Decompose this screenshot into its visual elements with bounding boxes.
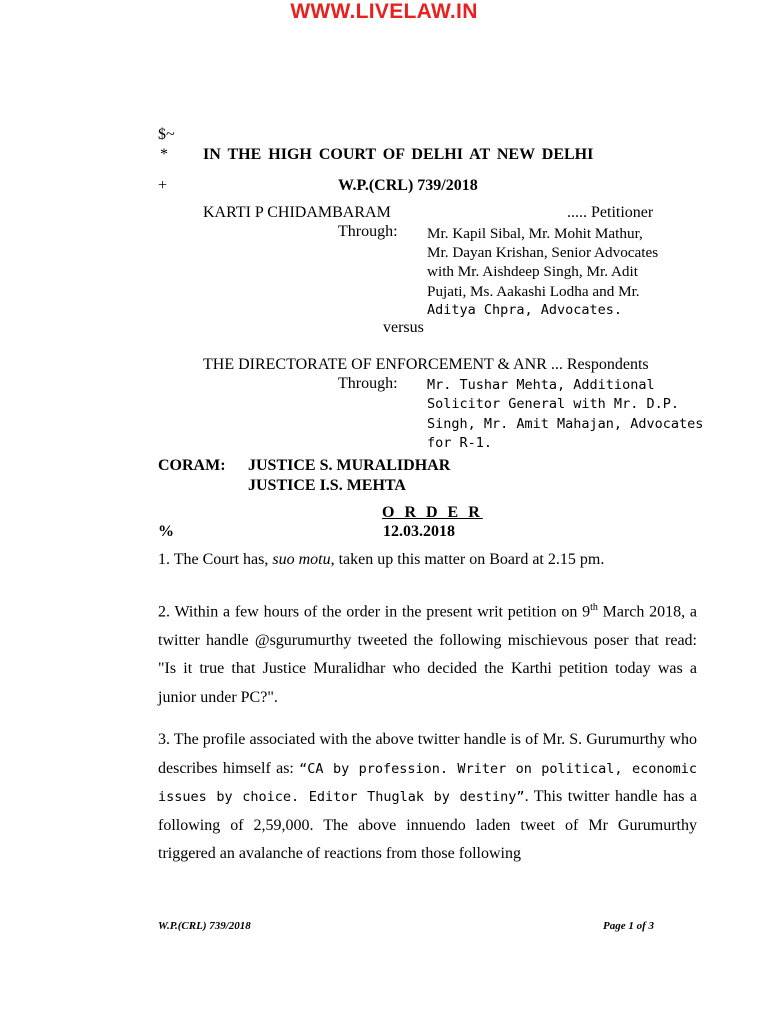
dollar-marker: $~ bbox=[158, 126, 175, 143]
counsel-line: Singh, Mr. Amit Mahajan, Advocates bbox=[427, 415, 704, 432]
judge-name: JUSTICE S. MURALIDHAR bbox=[248, 457, 451, 474]
paragraph-1 bbox=[158, 546, 697, 575]
paragraph-2 bbox=[158, 594, 697, 712]
counsel-line: Aditya Chpra, Advocates. bbox=[427, 301, 623, 318]
court-title: IN THE HIGH COURT OF DELHI AT NEW DELHI bbox=[203, 146, 594, 163]
counsel-line: with Mr. Aishdeep Singh, Mr. Adit bbox=[427, 263, 638, 281]
plus-marker: + bbox=[158, 177, 168, 194]
paragraph-text: 1. The Court has, bbox=[158, 551, 273, 568]
paragraph-text: , taken up this matter on Board at 2.15 pm. bbox=[330, 551, 605, 568]
counsel-line: Pujati, Ms. Aakashi Lodha and Mr. bbox=[427, 282, 640, 300]
counsel-line: for R-1. bbox=[427, 434, 493, 451]
order-date: 12.03.2018 bbox=[383, 523, 455, 540]
superscript: th bbox=[590, 602, 598, 613]
respondent-through-label: Through: bbox=[338, 375, 398, 392]
petitioner-name: KARTI P CHIDAMBARAM bbox=[203, 204, 391, 221]
footer-page-number: Page 1 of 3 bbox=[603, 920, 655, 932]
petitioner-role: ..... Petitioner bbox=[567, 204, 654, 221]
percent-marker: % bbox=[158, 523, 174, 540]
livelaw-watermark[interactable]: WWW.LIVELAW.IN bbox=[290, 0, 478, 23]
order-title: O R D E R bbox=[382, 504, 483, 521]
case-number: W.P.(CRL) 739/2018 bbox=[338, 177, 478, 194]
star-marker: * bbox=[160, 146, 168, 163]
petitioner-through-label: Through: bbox=[338, 223, 398, 240]
coram-label: CORAM: bbox=[158, 457, 226, 474]
respondent-line: THE DIRECTORATE OF ENFORCEMENT & ANR ... Respondents bbox=[203, 356, 649, 373]
paragraph-3 bbox=[158, 726, 697, 869]
paragraph-emphasis: suo motu bbox=[272, 551, 331, 568]
paragraph-text: . This twitter handle has a following of 2,59,000. The above innuendo laden tweet of Mr Gurumurthy triggered an avalanche of reactions from those following bbox=[158, 788, 698, 862]
counsel-line: Solicitor General with Mr. D.P. bbox=[427, 396, 679, 413]
counsel-line: Mr. Kapil Sibal, Mr. Mohit Mathur, bbox=[427, 225, 643, 242]
paragraph-text: March 2018, a twitter handle @sgurumurthy tweeted the following mischievous poser that read: "Is it true that Justice Muralidhar who decided the Karthi petition today was a junior under PC?". bbox=[158, 603, 697, 706]
profile-quote: “CA by profession. Writer on political, economic issues by choice. Editor Thuglak by destiny” bbox=[158, 760, 697, 805]
paragraph-text: 3. The profile associated with the above twitter handle is of Mr. S. Gurumurthy who describes himself as: bbox=[158, 731, 697, 777]
counsel-line: Mr. Tushar Mehta, Additional bbox=[427, 377, 655, 393]
footer-case-number: W.P.(CRL) 739/2018 bbox=[158, 920, 251, 932]
respondent-counsel bbox=[427, 376, 703, 453]
petitioner-counsel bbox=[427, 224, 658, 320]
paragraph-text: 2. Within a few hours of the order in the present writ petition on 9 bbox=[158, 603, 591, 621]
counsel-line: Mr. Dayan Krishan, Senior Advocates bbox=[427, 244, 659, 262]
judge-name: JUSTICE I.S. MEHTA bbox=[248, 477, 406, 494]
versus-label: versus bbox=[383, 319, 424, 336]
